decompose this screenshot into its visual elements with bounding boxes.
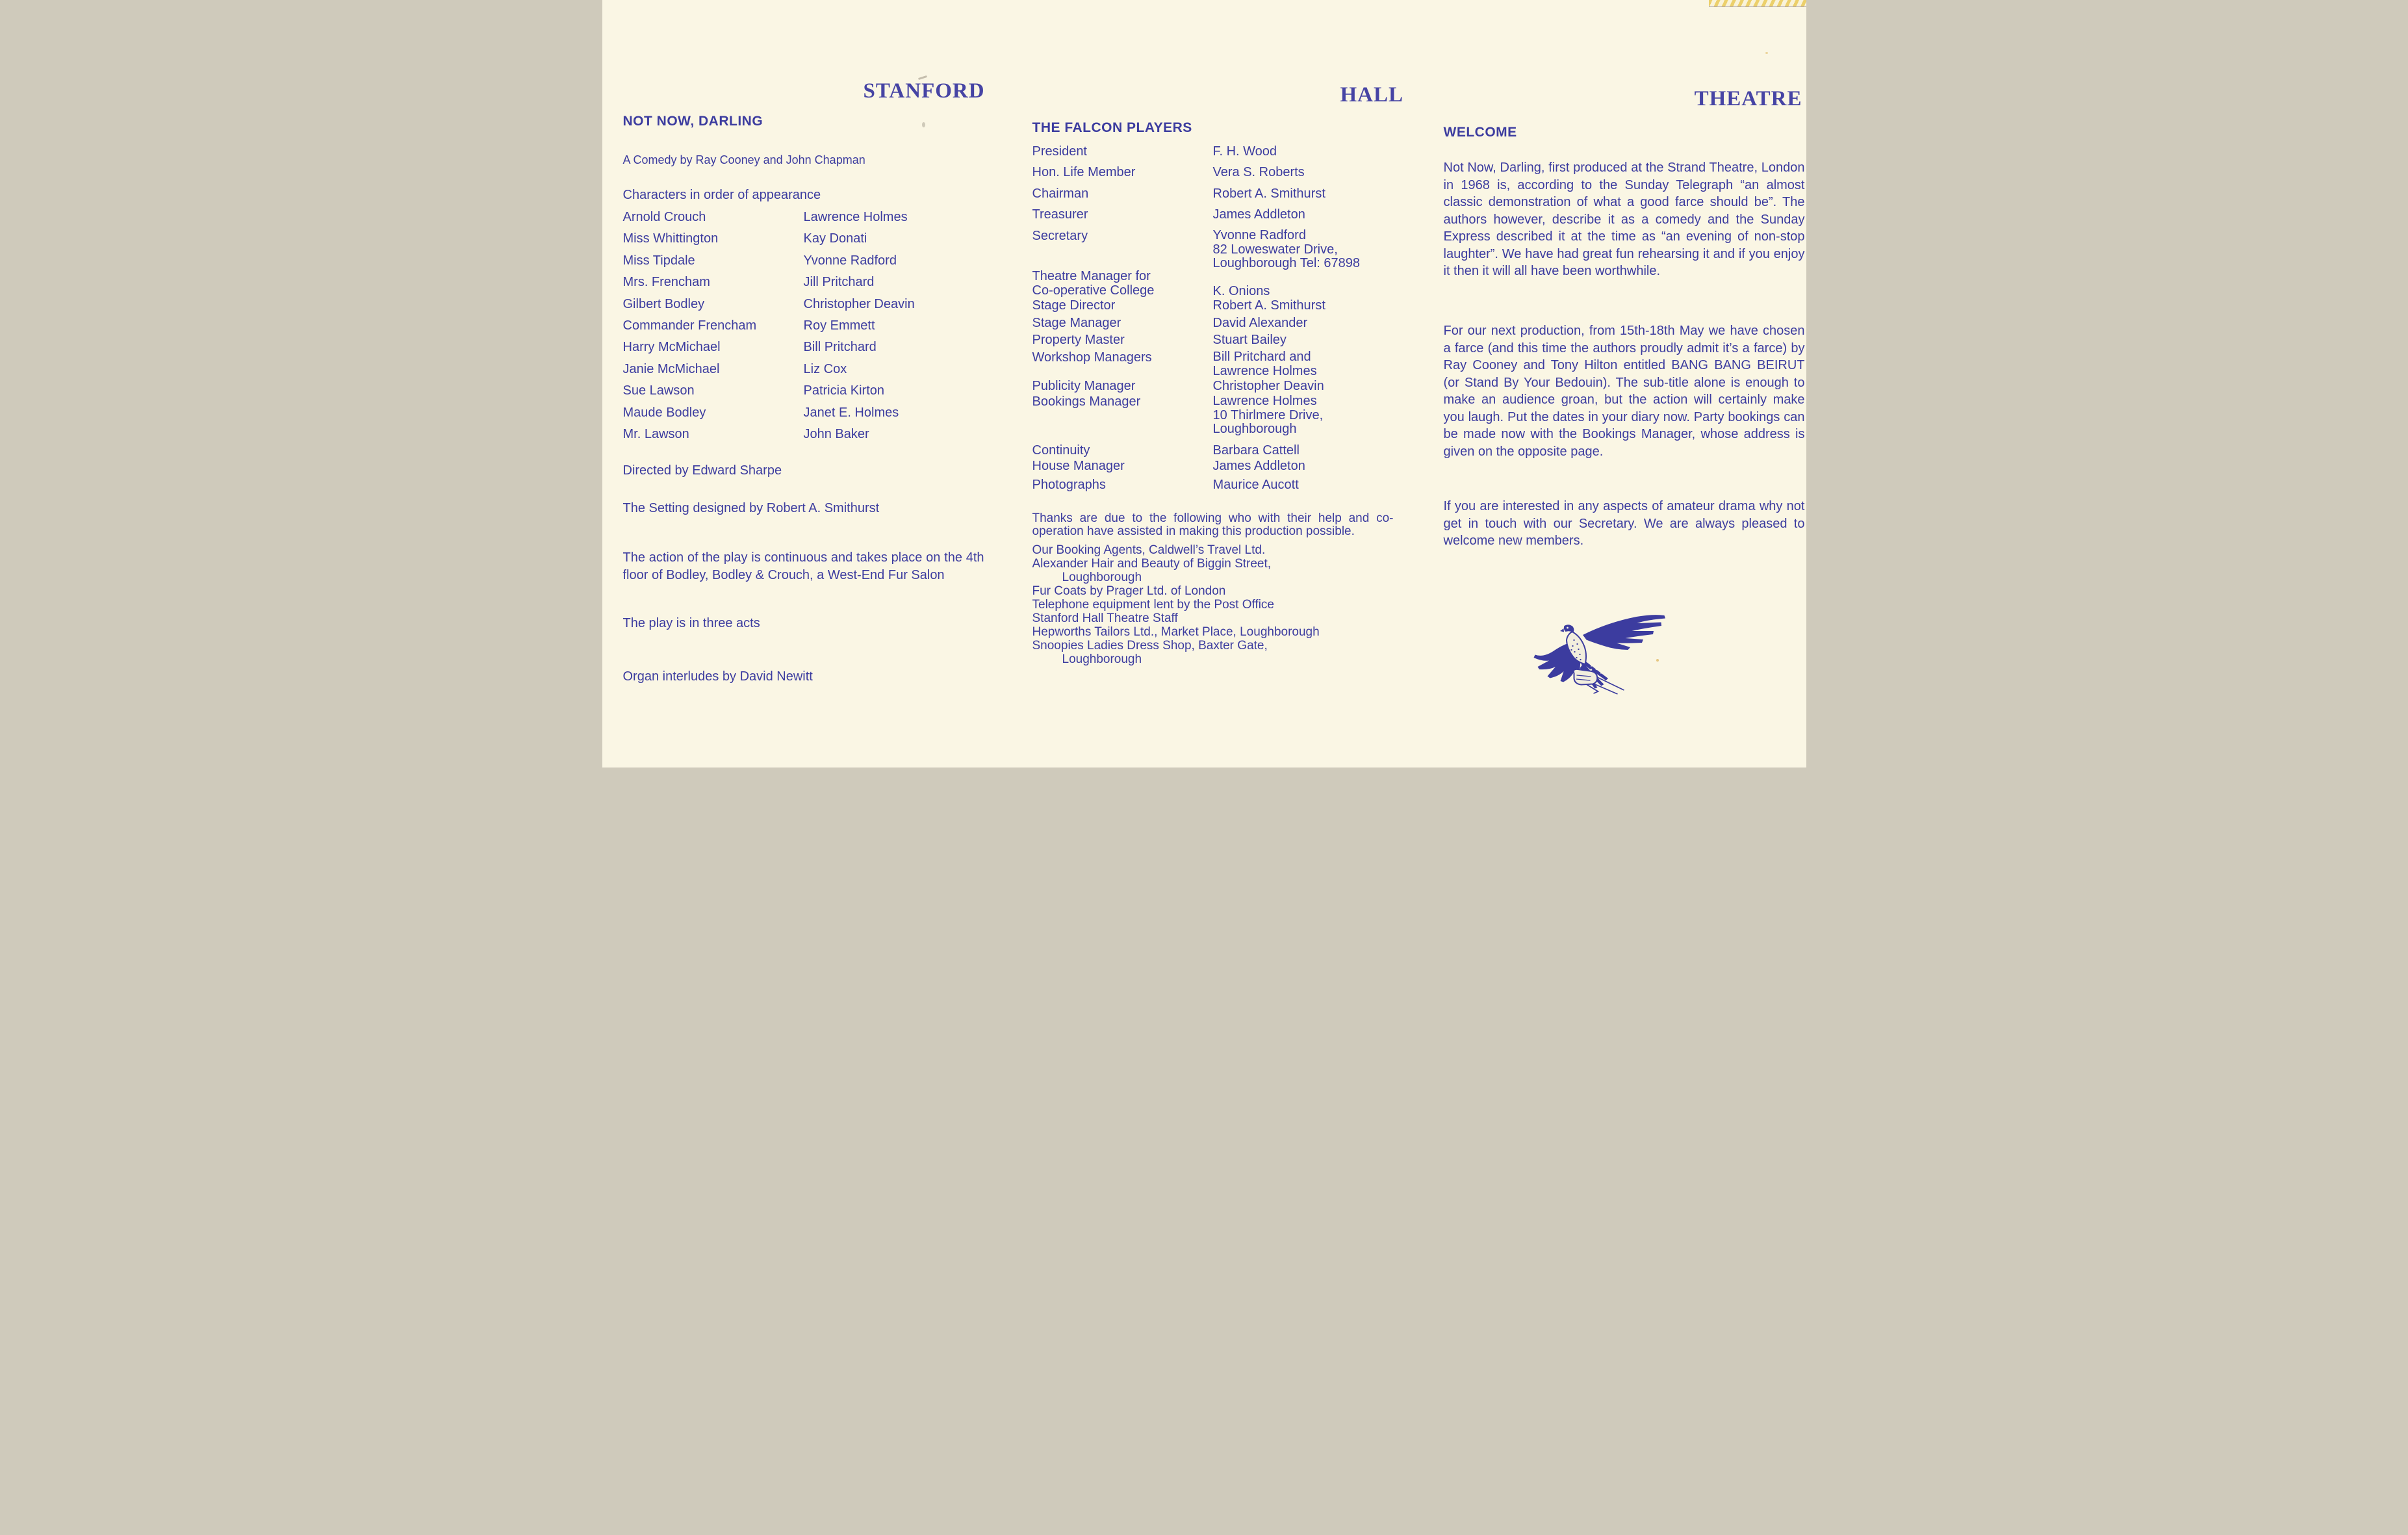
- officer-row: [1032, 443, 1409, 458]
- play-byline: A Comedy by Ray Cooney and John Chapman: [622, 153, 865, 166]
- masthead-hall: HALL: [1340, 83, 1404, 107]
- officer-name: [1213, 350, 1409, 378]
- officer-role: [1032, 270, 1213, 299]
- officer-name-line: Loughborough Tel: 67898: [1212, 256, 1361, 270]
- officer-row: [1032, 298, 1409, 313]
- falcon-emblem-icon: [1528, 606, 1670, 697]
- paper-speck: [922, 122, 925, 127]
- officer-name-line: 10 Thirlmere Drive,: [1212, 407, 1324, 422]
- cast-actor: Lawrence Holmes: [803, 210, 908, 224]
- cast-actor: John Baker: [803, 426, 869, 441]
- officer-row: [1032, 270, 1409, 299]
- thanks-item: Telephone equipment lent by the Post Office: [1032, 598, 1275, 612]
- officer-row: [1032, 165, 1409, 180]
- officer-name-line: Lawrence Holmes: [1212, 363, 1317, 378]
- officer-name: Robert A. Smithurst: [1212, 187, 1326, 201]
- officer-row: [1032, 229, 1409, 271]
- officer-name: F. H. Wood: [1212, 144, 1277, 159]
- officer-row: [1032, 478, 1409, 493]
- cast-role: Arnold Crouch: [622, 210, 706, 224]
- programme-page: [602, 0, 1806, 768]
- thanks-item: Snoopies Ladies Dress Shop, Baxter Gate,: [1032, 639, 1268, 652]
- officer-row: [1032, 394, 1409, 437]
- officer-name-line: Lawrence Holmes: [1212, 394, 1317, 408]
- officer-role: Stage Manager: [1032, 316, 1121, 330]
- action-note: The action of the play is continuous and takes place on the 4th floor of Bodley, Bodley & Crouch, a West-End Fur Salon: [622, 550, 984, 582]
- thanks-item: Stanford Hall Theatre Staff: [1032, 612, 1178, 625]
- officer-row: [1032, 459, 1409, 474]
- officer-name-line: Yvonne Radford: [1212, 228, 1306, 242]
- cast-role: Mrs. Frencham: [622, 275, 710, 290]
- officer-row: [1032, 333, 1409, 348]
- officer-row: [1032, 144, 1409, 159]
- acknowledgements: [1032, 512, 1394, 666]
- officer-role: Publicity Manager: [1032, 379, 1136, 393]
- officer-name: Vera S. Roberts: [1212, 165, 1305, 179]
- officer-name: Robert A. Smithurst: [1212, 298, 1326, 313]
- cast-role: Sue Lawson: [622, 383, 695, 398]
- officer-role: House Manager: [1032, 459, 1125, 473]
- thanks-item: Hepworths Tailors Ltd., Market Place, Loughborough: [1032, 625, 1320, 639]
- officer-role: Stage Director: [1032, 298, 1116, 313]
- organ-credit: Organ interludes by David Newitt: [622, 669, 813, 684]
- officer-name-line: 82 Loweswater Drive,: [1212, 242, 1338, 257]
- welcome-title: WELCOME: [1443, 125, 1517, 140]
- officer-role: Treasurer: [1032, 207, 1088, 222]
- thanks-item: Fur Coats by Prager Ltd. of London: [1032, 584, 1226, 598]
- welcome-paragraph-3: If you are interested in any aspects of amateur drama why not get in touch with our Secretary. We are always pleased to welcome new members.: [1443, 499, 1805, 548]
- cast-actor: Jill Pritchard: [803, 275, 875, 290]
- officer-role: Chairman: [1032, 187, 1089, 201]
- thanks-intro: Thanks are due to the following who with their help and co-operation have assisted in making this production possible.: [1032, 511, 1394, 538]
- officer-row: [1032, 350, 1409, 378]
- masthead-theatre: THEATRE: [1694, 87, 1802, 110]
- cast-actor: Christopher Deavin: [803, 296, 915, 311]
- acts-note: The play is in three acts: [622, 616, 760, 630]
- officer-name: Barbara Cattell: [1212, 443, 1300, 458]
- cast-actor: Roy Emmett: [803, 318, 875, 333]
- officer-name: James Addleton: [1212, 459, 1305, 473]
- officer-row: [1032, 187, 1409, 201]
- cast-actor: Kay Donati: [803, 231, 867, 246]
- officer-name-line: Loughborough: [1212, 422, 1297, 436]
- officer-role: Bookings Manager: [1032, 394, 1141, 409]
- thanks-item: Our Booking Agents, Caldwell’s Travel Ltd.: [1032, 543, 1266, 557]
- directed-by: Directed by Edward Sharpe: [622, 463, 782, 478]
- officer-name: Stuart Bailey: [1212, 333, 1287, 347]
- scan-corner-stripe: [1709, 0, 1806, 7]
- cast-actor: Janet E. Holmes: [803, 405, 899, 420]
- welcome-paragraph-2: For our next production, from 15th-18th May we have chosen a farce (and this time the authors proudly admit it’s a farce) by Ray Cooney and Tony Hilton entitled BANG BANG BEIRUT (or Stand By Your Bedouin). The sub-title alone is enough to make an audience groan, but the action will certainly make you laugh. Put the dates in your diary now. Party bookings can be made now with the Bookings Manager, whose address is given on the opposite page.: [1443, 324, 1805, 459]
- officer-role: Secretary: [1032, 229, 1088, 243]
- thanks-item-continued: Loughborough: [1062, 571, 1142, 584]
- officer-name: Maurice Aucott: [1212, 478, 1299, 492]
- cast-role: Harry McMichael: [622, 340, 721, 355]
- masthead-stanford: STANFORD: [863, 79, 985, 103]
- cast-role: Maude Bodley: [622, 405, 706, 420]
- paper-speck: [1765, 52, 1768, 54]
- thanks-item: Alexander Hair and Beauty of Biggin Street,: [1032, 557, 1272, 571]
- officer-role-line: Co-operative College: [1032, 283, 1155, 298]
- cast-list: [623, 210, 987, 448]
- officer-role: Hon. Life Member: [1032, 165, 1136, 179]
- cast-actor: Yvonne Radford: [803, 253, 897, 268]
- officer-name: K. Onions: [1212, 283, 1270, 298]
- welcome-paragraph-1: Not Now, Darling, first produced at the Strand Theatre, London in 1968 is, according to the Sunday Telegraph “an almost classic demonstration of what a good farce should be”. The authors however, describe it as a comedy and the Sunday Express described it at the time as “an evening of non-stop laughter”. We have had great fun rehearsing it and if you enjoy it then it will all have been worthwhile.: [1443, 161, 1805, 278]
- cast-actor: Patricia Kirton: [803, 383, 884, 398]
- cast-actor: Liz Cox: [803, 361, 847, 376]
- officer-name: David Alexander: [1212, 316, 1308, 330]
- officer-role: Photographs: [1032, 478, 1106, 492]
- cast-actor: Bill Pritchard: [803, 340, 877, 355]
- officer-name: [1213, 394, 1409, 437]
- officer-role: Workshop Managers: [1032, 350, 1152, 365]
- officer-row: [1032, 379, 1409, 394]
- cast-role: Commander Frencham: [622, 318, 757, 333]
- officer-name: James Addleton: [1212, 207, 1305, 222]
- setting-credit: The Setting designed by Robert A. Smithurst: [622, 501, 880, 515]
- thanks-item-continued: Loughborough: [1062, 652, 1142, 666]
- cast-heading: Characters in order of appearance: [622, 188, 821, 202]
- officer-name: Christopher Deavin: [1212, 379, 1324, 393]
- officer-role-line: Theatre Manager for: [1032, 269, 1151, 283]
- cast-role: Mr. Lawson: [622, 426, 689, 441]
- officer-row: [1032, 207, 1409, 222]
- officer-role: President: [1032, 144, 1087, 159]
- cast-role: Janie McMichael: [622, 361, 720, 376]
- cast-role: Miss Tipdale: [622, 253, 695, 268]
- officer-name: [1213, 229, 1409, 271]
- officer-role: Continuity: [1032, 443, 1090, 458]
- officer-role: Property Master: [1032, 333, 1125, 347]
- cast-role: Miss Whittington: [622, 231, 719, 246]
- officer-name-line: Bill Pritchard and: [1212, 350, 1311, 364]
- play-title: NOT NOW, DARLING: [622, 114, 763, 129]
- society-title: THE FALCON PLAYERS: [1032, 120, 1192, 135]
- officer-row: [1032, 316, 1409, 331]
- cast-role: Gilbert Bodley: [622, 296, 705, 311]
